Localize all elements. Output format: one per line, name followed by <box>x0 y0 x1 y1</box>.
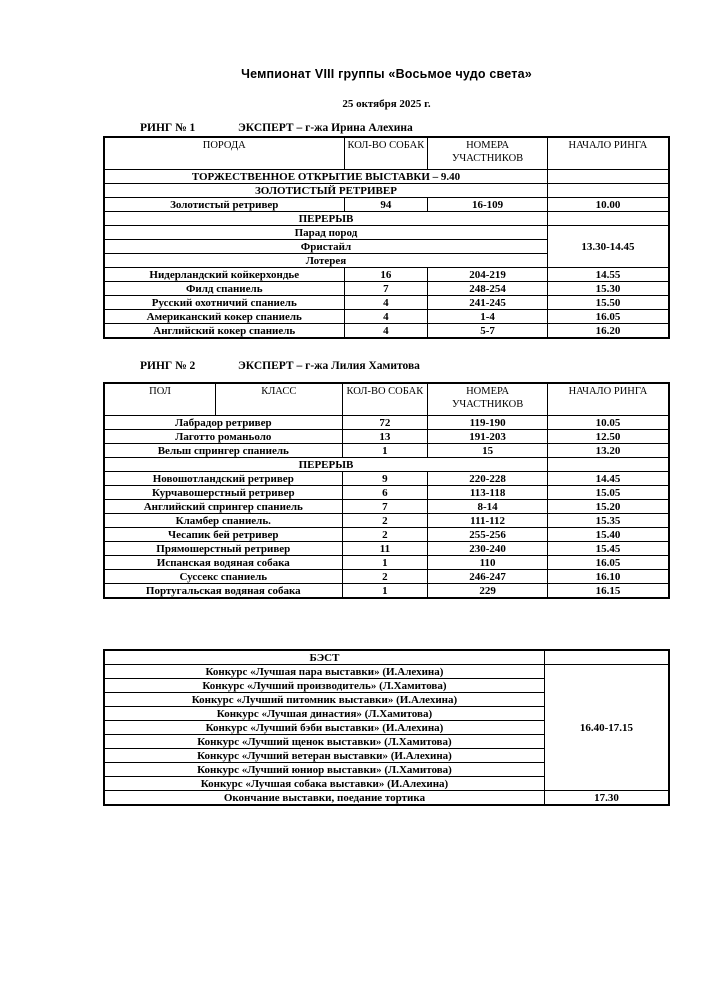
table-cell: 1-4 <box>428 310 548 324</box>
ring-1-expert: ЭКСПЕРТ – г-жа Ирина Алехина <box>238 122 413 134</box>
table-cell: 13 <box>342 430 428 444</box>
table-cell: 4 <box>344 324 428 339</box>
table-cell: 13.30-14.45 <box>547 226 669 268</box>
table-cell: Конкурс «Лучший бэби выставки» (И.Алехина) <box>104 721 544 735</box>
table-cell: 220-228 <box>428 472 548 486</box>
table-cell: 15.30 <box>547 282 669 296</box>
table-cell: Конкурс «Лучший юниор выставки» (Л.Хамитова) <box>104 763 544 777</box>
table-cell <box>547 458 669 472</box>
document-title: Чемпионат VIII группы «Восьмое чудо света» <box>241 67 532 81</box>
column-header: ПОРОДА <box>104 137 344 170</box>
column-header: НАЧАЛО РИНГА <box>547 137 669 170</box>
table-row <box>104 324 669 339</box>
document-page <box>103 0 670 806</box>
table-cell: 15.45 <box>547 542 669 556</box>
table-row <box>104 458 669 472</box>
table-row <box>104 528 669 542</box>
table-row <box>104 791 669 806</box>
table-cell: 2 <box>342 570 428 584</box>
ring-2-expert: ЭКСПЕРТ – г-жа Лилия Хамитова <box>238 360 420 372</box>
table-row <box>104 542 669 556</box>
table-cell: 4 <box>344 296 428 310</box>
table-cell: 4 <box>344 310 428 324</box>
table-cell: Английский спрингер спаниель <box>104 500 342 514</box>
table-row <box>104 226 669 240</box>
table-cell: Английский кокер спаниель <box>104 324 344 339</box>
table-row <box>104 665 669 679</box>
table-cell: Окончание выставки, поедание тортика <box>104 791 544 806</box>
table-cell: 255-256 <box>428 528 548 542</box>
table-cell: 8-14 <box>428 500 548 514</box>
table-cell: Конкурс «Лучший щенок выставки» (Л.Хамитова) <box>104 735 544 749</box>
table-cell <box>547 212 669 226</box>
table-cell: 7 <box>342 500 428 514</box>
document-date: 25 октября 2025 г. <box>342 98 431 110</box>
table-cell: 5-7 <box>428 324 548 339</box>
column-header: НАЧАЛО РИНГА <box>547 383 669 416</box>
table-row <box>104 198 669 212</box>
table-cell <box>547 170 669 184</box>
table-cell: 9 <box>342 472 428 486</box>
table-cell: 15.05 <box>547 486 669 500</box>
ring-2-schedule-table <box>103 382 670 599</box>
table-cell: Филд спаниель <box>104 282 344 296</box>
ring-1-label: РИНГ № 1 <box>140 122 196 134</box>
table-cell: 16.20 <box>547 324 669 339</box>
table-row <box>104 472 669 486</box>
table-cell: 230-240 <box>428 542 548 556</box>
column-header: ПОЛ <box>104 383 216 416</box>
table-cell: 229 <box>428 584 548 599</box>
table-row <box>104 500 669 514</box>
table-cell: 10.00 <box>547 198 669 212</box>
table-row <box>104 310 669 324</box>
table-row <box>104 584 669 599</box>
table-cell: 191-203 <box>428 430 548 444</box>
table-row <box>104 556 669 570</box>
table-cell: 17.30 <box>544 791 669 806</box>
table-row <box>104 650 669 665</box>
table-cell: Конкурс «Лучший производитель» (Л.Хамитова) <box>104 679 544 693</box>
column-header: КОЛ-ВО СОБАК <box>342 383 428 416</box>
table-cell: ПЕРЕРЫВ <box>104 458 547 472</box>
table-row <box>104 444 669 458</box>
table-cell: Золотистый ретривер <box>104 198 344 212</box>
table-cell: Лотерея <box>104 254 547 268</box>
table-cell: 10.05 <box>547 416 669 430</box>
table-cell: Курчавошерстный ретривер <box>104 486 342 500</box>
table-cell: 15.40 <box>547 528 669 542</box>
table-cell: Вельш спрингер спаниель <box>104 444 342 458</box>
column-header: КЛАСС <box>216 383 343 416</box>
table-row <box>104 570 669 584</box>
table-cell: 16.10 <box>547 570 669 584</box>
table-cell: Конкурс «Лучший питомник выставки» (И.Алехина) <box>104 693 544 707</box>
table-cell: 15 <box>428 444 548 458</box>
ring-2-label: РИНГ № 2 <box>140 360 196 372</box>
ring-1-schedule-table <box>103 136 670 339</box>
table-cell: Кламбер спаниель. <box>104 514 342 528</box>
table-cell: Конкурс «Лучшая собака выставки» (И.Алехина) <box>104 777 544 791</box>
table-row <box>104 416 669 430</box>
table-row <box>104 296 669 310</box>
table-cell: Суссекс спаниель <box>104 570 342 584</box>
header-row <box>104 137 669 170</box>
table-row <box>104 514 669 528</box>
table-row <box>104 430 669 444</box>
table-cell: 246-247 <box>428 570 548 584</box>
table-cell: ТОРЖЕСТВЕННОЕ ОТКРЫТИЕ ВЫСТАВКИ – 9.40 <box>104 170 547 184</box>
table-cell: Нидерландский койкерхондье <box>104 268 344 282</box>
table-cell <box>547 184 669 198</box>
best-schedule-table <box>103 649 670 806</box>
table-cell: 16 <box>344 268 428 282</box>
table-cell: Конкурс «Лучший ветеран выставки» (И.Алехина) <box>104 749 544 763</box>
table-cell: 15.35 <box>547 514 669 528</box>
table-cell: 16.05 <box>547 556 669 570</box>
column-header: КОЛ-ВО СОБАК <box>344 137 428 170</box>
table-cell: Новошотландский ретривер <box>104 472 342 486</box>
table-cell: БЭСТ <box>104 650 544 665</box>
table-cell: 16-109 <box>428 198 548 212</box>
table-row <box>104 170 669 184</box>
table-row <box>104 212 669 226</box>
column-header: НОМЕРА УЧАСТНИКОВ <box>428 383 548 416</box>
table-cell: Парад пород <box>104 226 547 240</box>
table-cell: Конкурс «Лучшая династия» (Л.Хамитова) <box>104 707 544 721</box>
table-row <box>104 268 669 282</box>
table-cell: 119-190 <box>428 416 548 430</box>
table-cell: Лабрадор ретривер <box>104 416 342 430</box>
table-cell: 15.50 <box>547 296 669 310</box>
table-cell: 204-219 <box>428 268 548 282</box>
table-cell: Испанская водяная собака <box>104 556 342 570</box>
table-cell: 7 <box>344 282 428 296</box>
table-cell: 110 <box>428 556 548 570</box>
table-cell <box>544 650 669 665</box>
table-cell: 111-112 <box>428 514 548 528</box>
table-cell: Чесапик бей ретривер <box>104 528 342 542</box>
table-cell: 1 <box>342 556 428 570</box>
column-header: НОМЕРА УЧАСТНИКОВ <box>428 137 548 170</box>
table-cell: 1 <box>342 444 428 458</box>
table-cell: ЗОЛОТИСТЫЙ РЕТРИВЕР <box>104 184 547 198</box>
table-cell: Американский кокер спаниель <box>104 310 344 324</box>
table-cell: 13.20 <box>547 444 669 458</box>
table-cell: 12.50 <box>547 430 669 444</box>
table-cell: Конкурс «Лучшая пара выставки» (И.Алехина) <box>104 665 544 679</box>
table-cell: Португальская водяная собака <box>104 584 342 599</box>
table-row <box>104 486 669 500</box>
table-cell: 11 <box>342 542 428 556</box>
table-cell: ПЕРЕРЫВ <box>104 212 547 226</box>
table-cell: 2 <box>342 528 428 542</box>
table-cell: 241-245 <box>428 296 548 310</box>
table-cell: 16.15 <box>547 584 669 599</box>
table-cell: 1 <box>342 584 428 599</box>
table-cell: 72 <box>342 416 428 430</box>
table-cell: Лаготто романьоло <box>104 430 342 444</box>
table-cell: 14.45 <box>547 472 669 486</box>
table-row <box>104 282 669 296</box>
ring-2-heading <box>140 360 670 373</box>
table-cell: Фристайл <box>104 240 547 254</box>
table-row <box>104 184 669 198</box>
table-cell: 6 <box>342 486 428 500</box>
table-cell: 2 <box>342 514 428 528</box>
table-cell: 15.20 <box>547 500 669 514</box>
table-cell: Прямошерстный ретривер <box>104 542 342 556</box>
table-cell: 14.55 <box>547 268 669 282</box>
table-cell: 16.05 <box>547 310 669 324</box>
table-cell: 94 <box>344 198 428 212</box>
table-cell: Русский охотничий спаниель <box>104 296 344 310</box>
table-cell: 113-118 <box>428 486 548 500</box>
ring-1-heading <box>140 122 670 135</box>
header-row <box>104 383 669 416</box>
table-cell: 16.40-17.15 <box>544 665 669 791</box>
table-cell: 248-254 <box>428 282 548 296</box>
